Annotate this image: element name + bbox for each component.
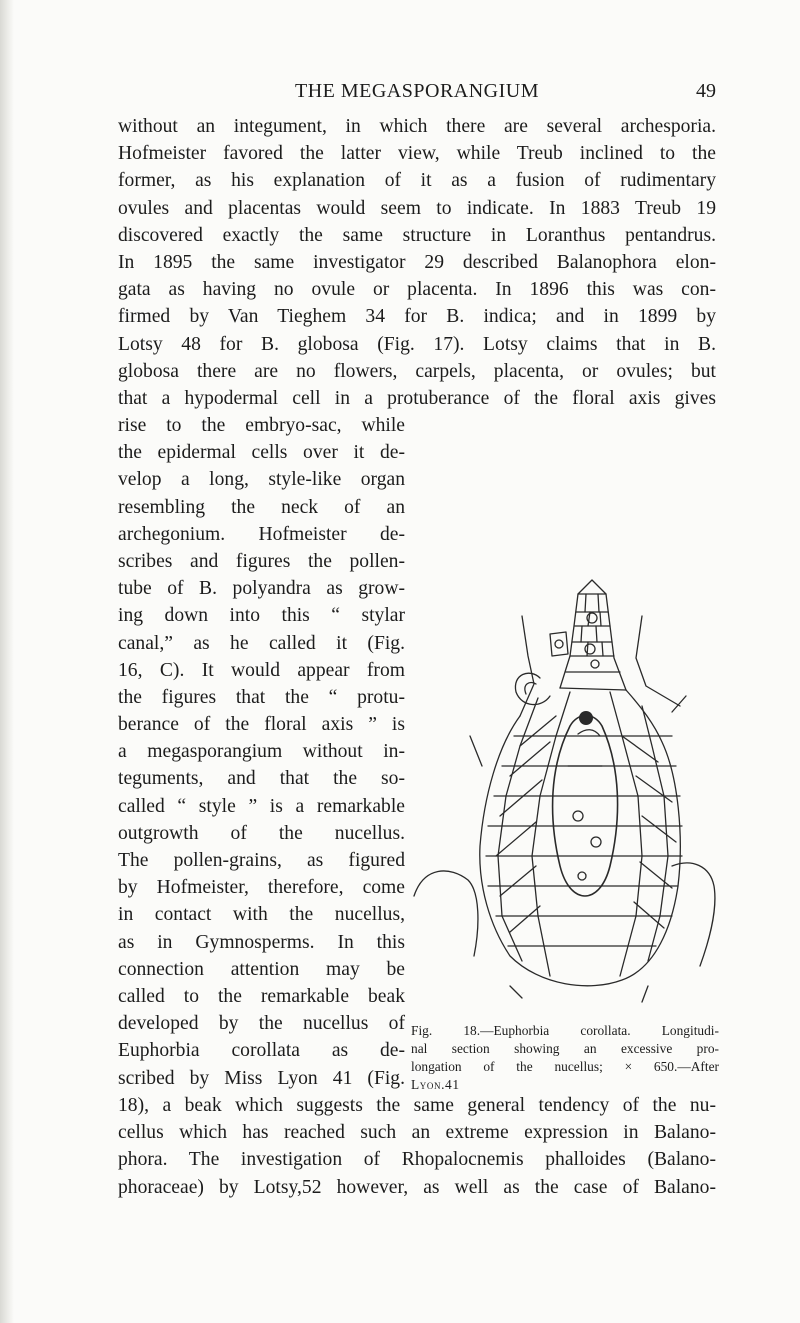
- text-line: the epidermal cells over it de-: [118, 442, 405, 464]
- text-line: phora. The investigation of Rhopalocnemis phalloides (Balano-: [118, 1149, 716, 1171]
- text-line: canal,” as he called it (Fig.: [118, 632, 405, 654]
- text-line: by Hofmeister, therefore, come: [118, 877, 405, 899]
- text-line: teguments, and that the so-: [118, 768, 405, 790]
- text-line: globosa there are no flowers, carpels, placenta, or ovules; but: [118, 360, 716, 382]
- caption-line: nal section showing an excessive pro-: [411, 1041, 719, 1056]
- text-line: cellus which has reached such an extreme expression in Balano-: [118, 1122, 716, 1144]
- text-line: archegonium. Hofmeister de-: [118, 523, 405, 545]
- text-line: velop a long, style-like organ: [118, 469, 405, 491]
- text-line: resembling the neck of an: [118, 496, 405, 518]
- text-line: firmed by Van Tieghem 34 for B. indica; and in 1899 by: [118, 306, 716, 328]
- text-line: the figures that the “ protu-: [118, 686, 405, 708]
- text-line: called “ style ” is a remarkable: [118, 795, 405, 817]
- book-spine-shadow: [0, 0, 14, 1323]
- page-header: [118, 80, 716, 110]
- text-line: The pollen-grains, as figured: [118, 850, 405, 871]
- text-line: developed by the nucellus of: [118, 1013, 405, 1035]
- text-line: Hofmeister favored the latter view, while Treub inclined to the: [118, 143, 716, 165]
- text-line: a megasporangium without in-: [118, 741, 405, 763]
- caption-line: longation of the nucellus; × 650.—After: [411, 1059, 719, 1074]
- text-line: discovered exactly the same structure in Loranthus pentandrus.: [118, 224, 716, 246]
- text-line: scribed by Miss Lyon 41 (Fig.: [118, 1067, 405, 1089]
- caption-line: Fig. 18.—Euphorbia corollata. Longitudi-: [411, 1023, 719, 1038]
- text-line: as in Gymnosperms. In this: [118, 931, 405, 953]
- text-line: that a hypodermal cell in a protuberance of the floral axis gives: [118, 387, 716, 409]
- text-line: 16, C). It would appear from: [118, 659, 405, 681]
- euphorbia-nucellus-illustration: [410, 566, 720, 1014]
- text-line: 18), a beak which suggests the same general tendency of the nu-: [118, 1095, 716, 1116]
- text-line: scribes and figures the pollen-: [118, 550, 405, 572]
- text-line: former, as his explanation of it as a fusion of rudimentary: [118, 170, 716, 192]
- text-line: Euphorbia corollata as de-: [118, 1040, 405, 1062]
- text-line: called to the remarkable beak: [118, 985, 405, 1007]
- text-line: outgrowth of the nucellus.: [118, 822, 405, 844]
- text-line: connection attention may be: [118, 958, 405, 980]
- paragraph-beside-figure: [118, 412, 405, 1092]
- text-line: phoraceae) by Lotsy,52 however, as well as the case of Balano-: [118, 1176, 716, 1198]
- running-title: THE MEGASPORANGIUM: [294, 80, 539, 102]
- text-line: berance of the floral axis ” is: [118, 714, 405, 736]
- text-line: tube of B. polyandra as grow-: [118, 578, 405, 600]
- text-line: without an integument, in which there are several archesporia.: [118, 116, 716, 137]
- text-line: in contact with the nucellus,: [118, 904, 405, 926]
- text-line: rise to the embryo-sac, while: [118, 415, 405, 436]
- paragraph-top: [118, 113, 716, 412]
- text-line: In 1895 the same investigator 29 described Balanophora elon-: [118, 251, 716, 273]
- text-line: ing down into this “ stylar: [118, 605, 405, 627]
- text-line: gata as having no ovule or placenta. In 1896 this was con-: [118, 279, 716, 301]
- paragraph-bottom: [118, 1092, 716, 1201]
- page-number: 49: [696, 80, 716, 102]
- figure-caption: [411, 1022, 719, 1094]
- caption-line: Lyon.41: [411, 1077, 460, 1092]
- text-line: Lotsy 48 for B. globosa (Fig. 17). Lotsy claims that in B.: [118, 333, 716, 355]
- text-line: ovules and placentas would seem to indicate. In 1883 Treub 19: [118, 197, 716, 219]
